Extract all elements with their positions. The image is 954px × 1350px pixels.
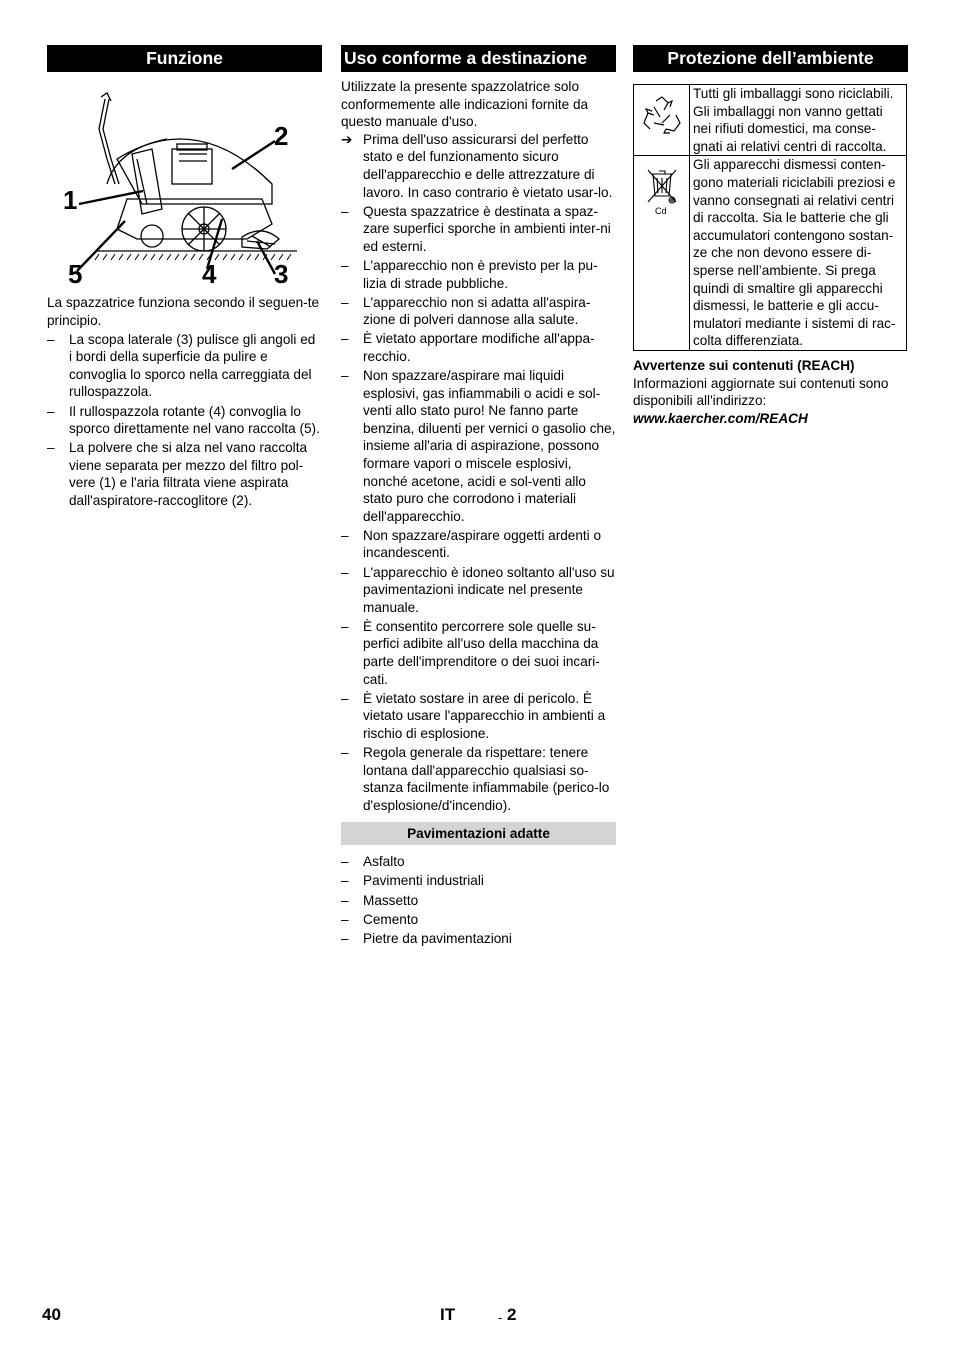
list-item: – L'apparecchio non si adatta all'aspira-zione di polveri dannose alla salute. [341, 294, 616, 329]
list-item: – È vietato apportare modifiche all'appa-recchio. [341, 330, 616, 365]
reach-title: Avvertenze sui contenuti (REACH) [633, 357, 855, 373]
list-item: – È vietato sostare in aree di pericolo. È vietato usare l'apparecchio in ambienti a rischio di esplosione. [341, 690, 616, 743]
column-funzione [47, 45, 322, 510]
list-item: – Massetto [341, 892, 616, 910]
column-protezione [633, 45, 908, 427]
section-title-protezione: Protezione dell’ambiente [633, 45, 908, 72]
list-item: – Pavimenti industriali [341, 872, 616, 890]
subtitle-pavimentazioni: Pavimentazioni adatte [341, 822, 616, 845]
list-item: – È consentito percorrere sole quelle su-perfici adibite all'uso della macchina da parte dell'imprenditore o dei suoi incari-cati. [341, 618, 616, 688]
reach-text: Informazioni aggiornate sui contenuti sono disponibili all'indirizzo: [633, 375, 889, 409]
recycle-icon [640, 93, 684, 137]
list-item: – Il rullospazzola rotante (4) convoglia lo sporco direttamente nel vano raccolta (5). [47, 403, 322, 438]
list-item: – Cemento [341, 911, 616, 929]
crossed-bin-icon [640, 164, 684, 216]
label-1: 1 [63, 185, 78, 215]
funzione-intro: La spazzatrice funziona secondo il seguen-te principio. [47, 295, 320, 328]
label-4: 4 [202, 259, 217, 289]
surfaces-list [341, 853, 616, 947]
list-item: – L'apparecchio non è previsto per la pu-lizia di strade pubbliche. [341, 257, 616, 292]
cd-label: Cd [655, 206, 667, 217]
sweeper-illustration [47, 89, 307, 289]
list-item: – Asfalto [341, 853, 616, 871]
list-item: – Non spazzare/aspirare mai liquidi esplosivi, gas infiammabili o acidi e sol-venti allo stato puro! Ne fanno parte benzina, diluenti per vernici o gasolio che, insieme all'aria di aspirazione, possono formare vapori o miscele esplosivi, nonché acetone, acidi e sol-venti allo stato puro che corrodono i materiali dell'apparecchio. [341, 367, 616, 525]
disposal-text: Gli apparecchi dismessi conten-gono materiali riciclabili preziosi e vanno consegnati ai relativi centri di raccolta. Sia le batterie che gli accumulatori contengono sostan-ze che non devono essere di-sperse nell’ambiente. Si prega quindi di smaltire gli apparecchi dismessi, le batterie e gli accu-mulatori mediante i sistemi di rac-colta differenziata. [690, 156, 907, 351]
sweeper-diagram [47, 89, 307, 289]
table-row [634, 85, 907, 156]
recycle-text: Tutti gli imballaggi sono riciclabili. Gli imballaggi non vanno gettati nei rifiuti domestici, ma conse-gnati ai relativi centri di raccolta. [690, 85, 907, 156]
label-5: 5 [68, 259, 83, 289]
funzione-list [47, 331, 322, 510]
list-item: – Pietre da pavimentazioni [341, 930, 616, 948]
list-item: – La scopa laterale (3) pulisce gli angoli ed i bordi della superficie da pulire e convoglia lo sporco nella carreggiata del rullospazzola. [47, 331, 322, 401]
table-row [634, 156, 907, 351]
section-title-funzione: Funzione [47, 45, 322, 72]
list-item: – Non spazzare/aspirare oggetti ardenti o incandescenti. [341, 527, 616, 562]
footer-separator: - [498, 1310, 503, 1325]
footer-number: 2 [507, 1305, 517, 1324]
section-title-uso: Uso conforme a destinazione [341, 45, 616, 72]
arrow-item [341, 131, 616, 201]
label-2: 2 [274, 121, 289, 151]
uso-intro: Utilizzate la presente spazzolatrice solo conformemente alle indicazioni fornite da questo manuale d'uso. [341, 79, 589, 130]
arrow-icon: ➔ [341, 131, 353, 147]
reach-link[interactable]: www.kaercher.com/REACH [633, 410, 808, 426]
arrow-item-text: Prima dell'uso assicurarsi del perfetto stato e del funzionamento sicuro dell'apparecchio e delle attrezzature di lavoro. In caso contrario è vietato usar-lo. [363, 131, 613, 200]
list-item: – Regola generale da rispettare: tenere lontana dall'apparecchio qualsiasi so-stanza facilmente infiammabile (perico-lo d'esplosione/d'incendio). [341, 744, 616, 814]
page-number: 40 [42, 1305, 61, 1324]
column-uso-conforme [341, 45, 616, 947]
list-item: – La polvere che si alza nel vano raccolta viene separata per mezzo del filtro pol-vere (1) e l'aria filtrata viene aspirata dall'aspiratore-raccoglitore (2). [47, 439, 322, 509]
environment-table [633, 84, 907, 351]
language-code: IT [440, 1305, 456, 1324]
uso-list [341, 203, 616, 815]
icon-cell [634, 156, 690, 351]
icon-cell [634, 85, 690, 156]
list-item: – L'apparecchio è idoneo soltanto all'uso su pavimentazioni indicate nel presente manuale. [341, 564, 616, 617]
label-3: 3 [274, 259, 289, 289]
list-item: – Questa spazzatrice è destinata a spaz-zare superfici sporche in ambienti inter-ni ed esterni. [341, 203, 616, 256]
